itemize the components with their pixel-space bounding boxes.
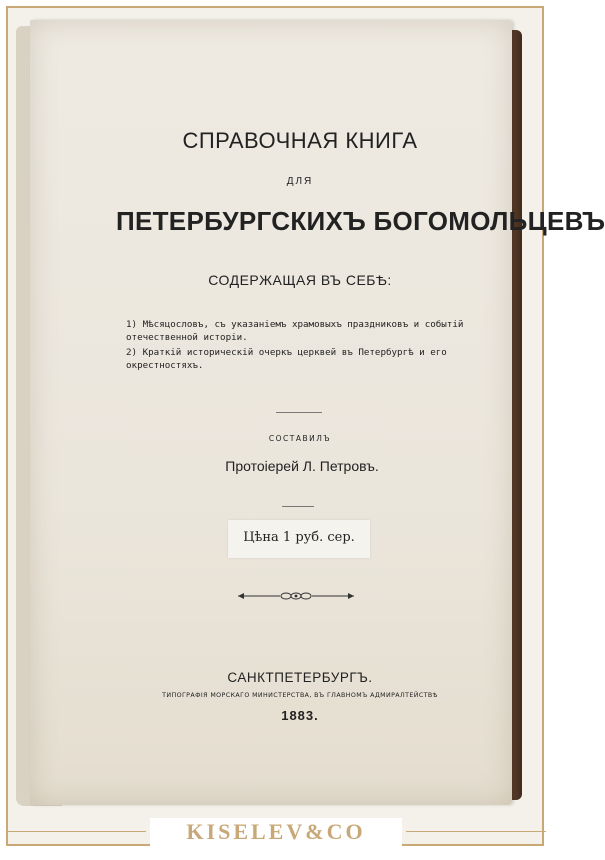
- divider-rule: [282, 506, 314, 507]
- footer-line-left: [6, 831, 146, 832]
- printer-imprint: ТИПОГРАФІЯ МОРСКАГО МИНИСТЕРСТВА, ВЪ ГЛАВНОМЪ АДМИРАЛТЕЙСТВѢ: [162, 692, 438, 699]
- book-subtitle: СОДЕРЖАЩАЯ ВЪ СЕБѢ:: [208, 272, 392, 288]
- book-title-line1: СПРАВОЧНАЯ КНИГА: [182, 128, 418, 153]
- book-title-line2: ПЕТЕРБУРГСКИХЪ БОГОМОЛЬЦЕВЪ: [116, 206, 605, 236]
- composed-by-label: СОСТАВИЛЪ: [268, 434, 332, 443]
- footer-line-right: [406, 831, 546, 832]
- book-title-for: ДЛЯ: [286, 176, 314, 187]
- divider-rule: [276, 412, 322, 413]
- publication-year: 1883.: [281, 708, 319, 723]
- ornament-divider-icon: [236, 590, 356, 602]
- title-page: [30, 20, 605, 805]
- contents-item-2: 2) Краткій историческій очеркъ церквей въ Петербургѣ и его окрестностяхъ.: [126, 347, 447, 371]
- watermark-logo: KISELEV&CO: [150, 818, 402, 846]
- contents-item-1: 1) Мѣсяцословъ, съ указаніемъ храмовыхъ праздниковъ и событій отечественной исторіи.: [126, 319, 464, 343]
- author-name: Протоіерей Л. Петровъ.: [225, 458, 379, 474]
- publication-city: САНКТПЕТЕРБУРГЪ.: [227, 670, 373, 685]
- price-text: Цѣна 1 руб. сер.: [243, 530, 355, 545]
